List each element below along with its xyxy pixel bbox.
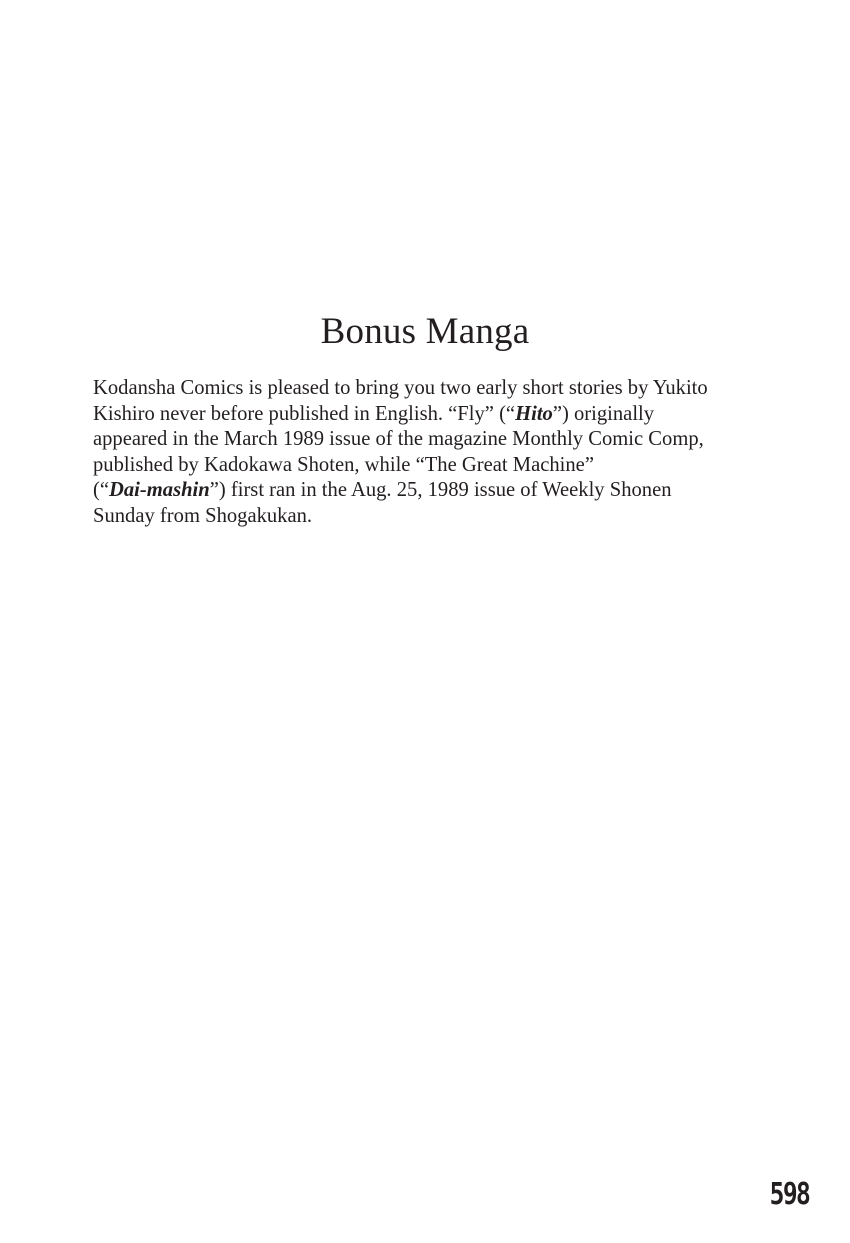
paragraph-line <box>93 478 773 504</box>
paragraph-line: Kodansha Comics is pleased to bring you two early short stories by Yukito <box>93 377 708 399</box>
japanese-title-hito: Hito <box>515 402 553 425</box>
japanese-title-dai-mashin: Dai-mashin <box>109 479 210 502</box>
page-number: 598 <box>769 1177 809 1212</box>
text-run: ”) originally <box>552 402 655 425</box>
paragraph-line <box>93 402 773 428</box>
text-run: Kishiro never before published in English. “Fly” (“ <box>93 402 516 425</box>
text-run: ”) first ran in the Aug. 25, 1989 issue of Weekly Shonen <box>209 479 672 502</box>
intro-paragraph <box>93 376 773 530</box>
paragraph-line: appeared in the March 1989 issue of the magazine Monthly Comic Comp, <box>93 428 704 451</box>
paragraph-line: published by Kadokawa Shoten, while “The Great Machine” <box>93 453 594 476</box>
paragraph-line: Sunday from Shogakukan. <box>93 504 313 527</box>
page-title: Bonus Manga <box>320 311 530 352</box>
text-run: (“ <box>93 479 109 502</box>
